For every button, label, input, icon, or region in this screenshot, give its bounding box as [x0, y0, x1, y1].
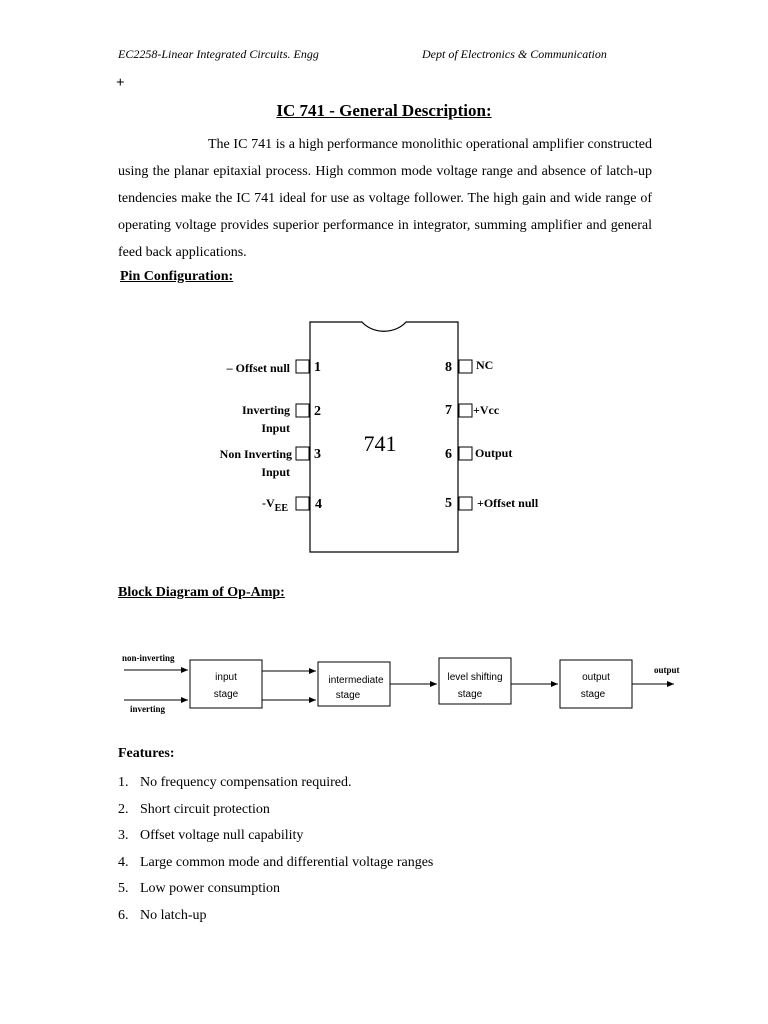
block-diagram	[122, 653, 680, 714]
svg-text:Input: Input	[261, 465, 290, 479]
svg-text:stage: stage	[213, 689, 239, 700]
pin-7-label: +Vcc	[473, 403, 500, 417]
chip-name: 741	[363, 431, 397, 456]
svg-text:level shifting: level shifting	[447, 672, 503, 683]
pin-2	[242, 403, 321, 435]
list-item: 5. Low power consumption	[118, 881, 280, 897]
svg-text:stage: stage	[457, 689, 483, 700]
svg-text:output: output	[582, 672, 610, 683]
pin-6	[445, 446, 512, 462]
inverting-label: inverting	[130, 704, 165, 714]
pin-5	[445, 496, 539, 511]
svg-text:6: 6	[445, 447, 452, 462]
svg-text:7: 7	[445, 403, 452, 418]
block-input-stage	[190, 660, 262, 708]
block-diagram-heading: Block Diagram of Op-Amp:	[118, 585, 285, 600]
svg-text:8: 8	[445, 360, 452, 375]
non-inverting-label: non-inverting	[122, 653, 175, 663]
pin-4-label: $-V_{EE}$	[262, 496, 289, 514]
pin-3	[220, 447, 321, 479]
list-item: 3. Offset voltage null capability	[118, 828, 304, 844]
pin-3-label: Non Inverting	[219, 447, 292, 461]
pin-1-label: – Offset null	[226, 361, 290, 375]
pin-6-label: Output	[475, 446, 513, 460]
header-course: EC2258-Linear Integrated Circuits. Engg	[118, 47, 319, 61]
list-item: 4. Large common mode and differential voltage ranges	[118, 854, 434, 870]
pin-config-heading: Pin Configuration:	[120, 269, 234, 284]
list-item: 1. No frequency compensation required.	[118, 775, 352, 790]
pin-8	[445, 358, 493, 375]
svg-text:5: 5	[445, 496, 452, 511]
pin-7	[445, 403, 500, 418]
pin-2-label: Inverting	[242, 403, 290, 417]
output-label: output	[654, 665, 680, 675]
header-department: Dept of Electronics & Communication	[422, 47, 607, 61]
block-output-stage	[560, 660, 632, 708]
pin-5-label: +Offset null	[477, 496, 539, 510]
plus-mark: +	[116, 75, 125, 91]
page-title: IC 741 - General Description:	[276, 101, 492, 120]
block-intermediate-stage	[318, 662, 390, 706]
pin-8-label: NC	[476, 358, 494, 372]
ic-package	[310, 322, 458, 552]
block-level-shifting-stage	[439, 658, 511, 704]
svg-text:3: 3	[314, 447, 321, 462]
features-heading: Features:	[118, 746, 175, 761]
svg-text:1: 1	[314, 360, 321, 375]
svg-text:Input: Input	[261, 421, 290, 435]
pin-1	[226, 360, 321, 375]
svg-text:2: 2	[314, 404, 321, 419]
description-paragraph: The IC 741 is a high performance monolithic operational amplifier constructed using the planar epitaxial process. High common mode voltage range and absence of latch-up tendencies make the IC 741 ideal for use as voltage follower. The high gain and wide range of operating voltage provides superior performance in integrator, summing amplifier and general feed back applications.	[118, 137, 652, 260]
svg-text:intermediate: intermediate	[328, 675, 384, 686]
list-item: 2. Short circuit protection	[118, 801, 270, 817]
list-item: 6. No latch-up	[118, 907, 207, 923]
features-list	[118, 770, 433, 930]
pin-4	[262, 496, 322, 514]
svg-text:stage: stage	[335, 690, 361, 701]
svg-text:stage: stage	[580, 689, 606, 700]
svg-text:4: 4	[315, 497, 322, 512]
svg-text:input: input	[215, 672, 237, 683]
